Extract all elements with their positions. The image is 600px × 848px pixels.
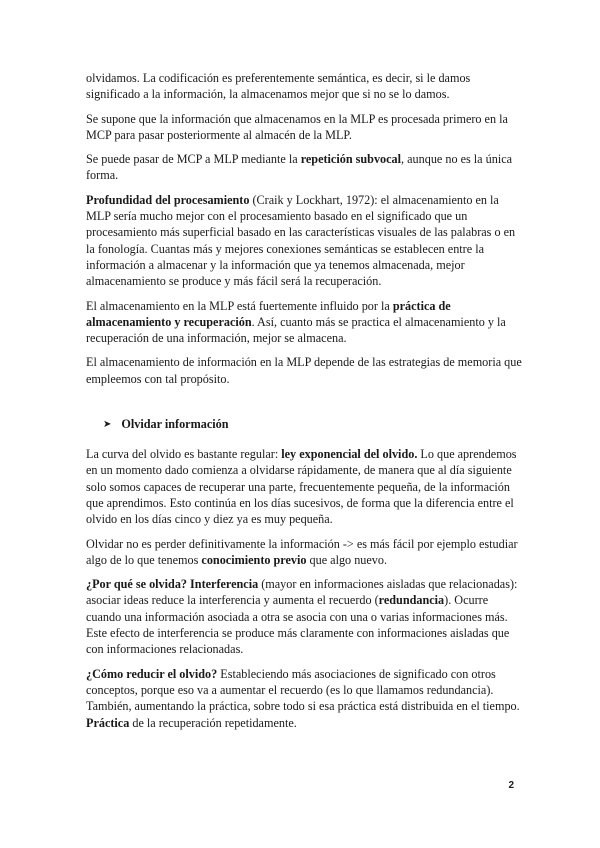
section-title: Olvidar información: [121, 417, 229, 432]
text-run: , aunque no es la única forma.: [86, 152, 513, 183]
paragraph-codificacion: olvidamos. La codificación es preferentemente semántica, es decir, si le damos significado a la información, la almacenamos mejor que si no se lo damos.: [86, 71, 471, 102]
paragraph-practica: [86, 298, 522, 347]
document-page: [86, 70, 522, 739]
bold-term-reducir: ¿Cómo reducir el olvido?: [86, 666, 218, 681]
text-run: ). Ocurre cuando una información asociada a otra se asocia con una o varias informaciones más. Este efecto de interferencia se produce más claramente con informaciones aisladas que con informaciones relacionadas.: [86, 593, 510, 657]
text-run: (Craik y Lockhart, 1972): el almacenamiento en la MLP sería mucho mejor con el procesamiento basado en el significado que un procesamiento más superficial basado en las características visuales de las palabras o en la fonología. Cuantas más y mejores conexiones semánticas se establecen entre la información a almacenar y la información que ya tenemos almacenada, mejor almacenamiento se produce y más fácil será la recuperación.: [86, 192, 516, 289]
paragraph-curva-olvido: [86, 446, 522, 527]
text-run: de la recuperación repetidamente.: [129, 715, 297, 730]
text-run: Lo que aprendemos en un momento dado comienza a olvidarse rápidamente, de manera que al día siguiente solo somos capaces de recuperar una parte, frecuentemente pequeña, de la información que aprendimos. Esto continúa en los días sucesivos, de forma que la diferencia entre el olvido en los días cinco y diez ya es muy pequeña.: [86, 447, 517, 527]
page-number: 2: [508, 780, 514, 791]
text-run: que algo nuevo.: [306, 552, 388, 567]
paragraph-reducir-olvido: [86, 666, 522, 731]
text-run: Se puede pasar de MCP a MLP mediante la: [86, 152, 301, 167]
bold-term-interferencia: ¿Por qué se olvida? Interferencia: [86, 577, 259, 592]
section-heading-olvidar: [86, 417, 522, 432]
bold-term-practica: práctica de almacenamiento y recuperación: [86, 298, 451, 329]
bold-term-practica-recuperacion: Práctica: [86, 715, 130, 730]
text-run: Estableciendo más asociaciones de significado con otros conceptos, porque eso va a aumentar el recuerdo (es lo que llamamos redundancia). También, aumentando la práctica, sobre todo si esa práctica está distribuida en el tiempo.: [86, 666, 520, 714]
arrow-bullet-icon: ➤: [103, 419, 112, 431]
text-run: La curva del olvido es bastante regular:: [86, 447, 282, 462]
text-run: (mayor en informaciones aisladas que relacionadas): asociar ideas reduce la interferencia y aumenta el recuerdo (: [86, 577, 518, 608]
paragraph-mcp-mlp: Se supone que la información que almacenamos en la MLP es procesada primero en la MCP para pasar posteriormente al almacén de la MLP.: [86, 111, 508, 142]
bold-term-repeticion: repetición subvocal: [300, 152, 402, 167]
paragraph-interferencia: [86, 576, 522, 657]
paragraph-estrategias: El almacenamiento de información en la MLP depende de las estrategias de memoria que empleemos con tal propósito.: [86, 355, 522, 386]
text-run: . Así, cuanto más se practica el almacenamiento y la recuperación de una información, mejor se almacena.: [86, 314, 506, 346]
bold-term-ley: ley exponencial del olvido.: [281, 447, 418, 462]
bold-term-conocimiento: conocimiento previo: [201, 552, 307, 567]
bold-term-redundancia: redundancia: [378, 593, 445, 608]
text-run: El almacenamiento en la MLP está fuertemente influido por la: [86, 298, 393, 313]
paragraph-profundidad: [86, 192, 522, 290]
paragraph-conocimiento-previo: [86, 536, 522, 569]
paragraph-repeticion: [86, 151, 522, 184]
bold-term-profundidad: Profundidad del procesamiento: [86, 192, 250, 207]
text-run: Olvidar no es perder definitivamente la información -> es más fácil por ejemplo estudiar algo de lo que tenemos: [86, 536, 518, 567]
